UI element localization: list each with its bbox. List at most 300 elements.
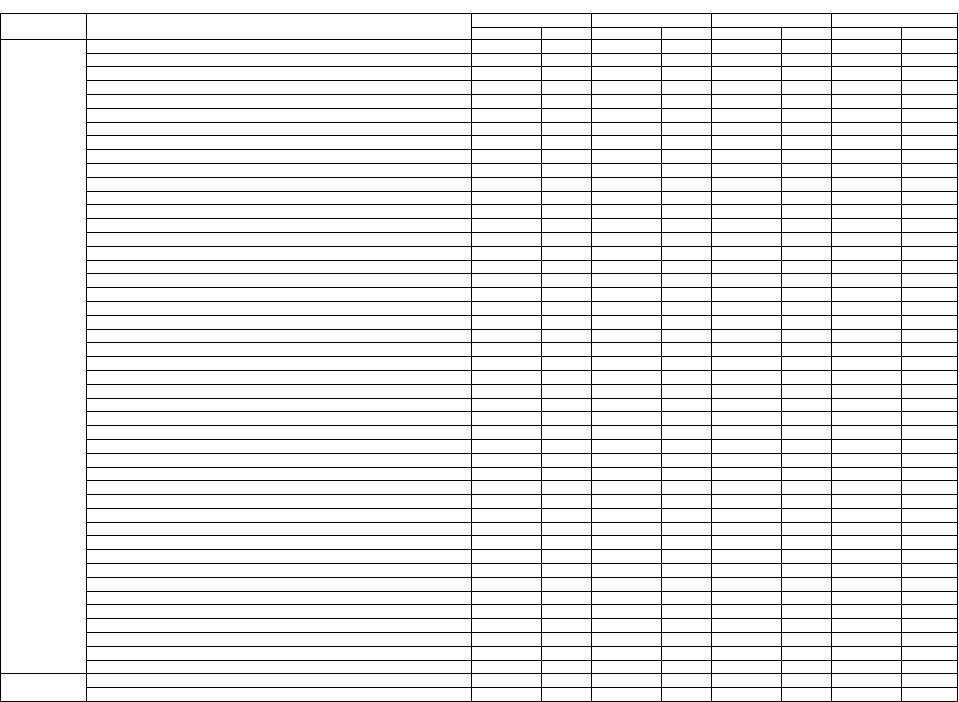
count-cell: [592, 357, 662, 371]
frequency-cell: [782, 136, 832, 150]
frequency-cell: [662, 412, 712, 426]
count-cell: [712, 315, 782, 329]
frequency-cell: [782, 343, 832, 357]
count-cell: [712, 508, 782, 522]
count-cell: [472, 274, 542, 288]
frequency-cell: [662, 315, 712, 329]
count-cell: [472, 301, 542, 315]
count-cell: [592, 67, 662, 81]
frequency-cell: [902, 81, 958, 95]
frequency-cell: [782, 274, 832, 288]
frequency-cell: [662, 633, 712, 647]
count-cell: [832, 122, 902, 136]
frequency-cell: [902, 219, 958, 233]
frequency-cell: [902, 550, 958, 564]
frequency-cell: [542, 205, 592, 219]
count-cell: [712, 274, 782, 288]
wada-cell: [87, 536, 472, 550]
frequency-cell: [662, 619, 712, 633]
frequency-cell: [782, 370, 832, 384]
count-cell: [712, 550, 782, 564]
count-cell: [472, 191, 542, 205]
frequency-cell: [902, 246, 958, 260]
frequency-cell: [542, 150, 592, 164]
count-cell: [592, 605, 662, 619]
frequency-cell: [542, 357, 592, 371]
frequency-cell: [542, 564, 592, 578]
frequency-cell: [902, 260, 958, 274]
table-row: [1, 329, 958, 343]
count-cell: [592, 288, 662, 302]
count-cell: [592, 177, 662, 191]
frequency-cell: [902, 67, 958, 81]
count-cell: [472, 439, 542, 453]
wada-cell: [87, 53, 472, 67]
wada-cell: [87, 67, 472, 81]
table-row: [1, 39, 958, 53]
wada-cell: [87, 357, 472, 371]
wada-cell: [87, 232, 472, 246]
frequency-cell: [542, 453, 592, 467]
table-row: [1, 412, 958, 426]
count-cell: [472, 329, 542, 343]
count-cell: [832, 522, 902, 536]
frequency-cell: [782, 439, 832, 453]
frequency-cell: [542, 219, 592, 233]
count-cell: [592, 108, 662, 122]
frequency-cell: [542, 122, 592, 136]
count-cell: [592, 219, 662, 233]
count-cell: [592, 674, 662, 688]
count-cell: [592, 39, 662, 53]
count-cell: [592, 426, 662, 440]
count-cell: [712, 467, 782, 481]
frequency-cell: [662, 605, 712, 619]
frequency-cell: [662, 591, 712, 605]
frequency-cell: [782, 163, 832, 177]
children-count-header: [472, 27, 542, 39]
count-cell: [712, 370, 782, 384]
count-cell: [832, 412, 902, 426]
count-cell: [472, 481, 542, 495]
frequency-cell: [542, 660, 592, 674]
wada-cell: [87, 426, 472, 440]
frequency-cell: [662, 495, 712, 509]
count-cell: [832, 219, 902, 233]
frequency-cell: [662, 53, 712, 67]
wada-cell: [87, 398, 472, 412]
count-cell: [472, 619, 542, 633]
count-cell: [472, 495, 542, 509]
count-cell: [472, 370, 542, 384]
frequency-cell: [662, 439, 712, 453]
frequency-cell: [782, 219, 832, 233]
count-cell: [472, 357, 542, 371]
frequency-cell: [662, 688, 712, 702]
count-cell: [832, 467, 902, 481]
count-cell: [832, 439, 902, 453]
table-row: [1, 467, 958, 481]
frequency-cell: [902, 384, 958, 398]
frequency-cell: [902, 163, 958, 177]
frequency-cell: [662, 467, 712, 481]
table-row: [1, 150, 958, 164]
frequency-cell: [542, 39, 592, 53]
count-cell: [832, 453, 902, 467]
count-cell: [472, 315, 542, 329]
wada-cell: [87, 94, 472, 108]
table-row: [1, 481, 958, 495]
count-cell: [592, 274, 662, 288]
table-row: [1, 646, 958, 660]
frequency-cell: [662, 301, 712, 315]
frequency-cell: [542, 467, 592, 481]
wada-cell: [87, 191, 472, 205]
frequency-cell: [782, 426, 832, 440]
wada-cell: [87, 591, 472, 605]
frequency-cell: [662, 453, 712, 467]
count-cell: [472, 53, 542, 67]
count-cell: [592, 591, 662, 605]
wada-cell: [87, 343, 472, 357]
year-header: [472, 14, 592, 28]
count-cell: [592, 646, 662, 660]
count-cell: [712, 219, 782, 233]
table-row: [1, 315, 958, 329]
count-cell: [712, 481, 782, 495]
wada-cell: [87, 163, 472, 177]
frequency-cell: [542, 81, 592, 95]
count-cell: [712, 108, 782, 122]
frequency-cell: [782, 633, 832, 647]
frequency-header: [902, 27, 958, 39]
frequency-cell: [662, 108, 712, 122]
count-cell: [832, 301, 902, 315]
count-cell: [712, 564, 782, 578]
table-row: [1, 688, 958, 702]
table-row: [1, 384, 958, 398]
count-cell: [712, 260, 782, 274]
count-cell: [832, 232, 902, 246]
frequency-header: [782, 27, 832, 39]
frequency-cell: [782, 398, 832, 412]
count-cell: [832, 260, 902, 274]
wada-cell: [87, 108, 472, 122]
frequency-cell: [782, 688, 832, 702]
count-cell: [592, 660, 662, 674]
wada-cell: [87, 660, 472, 674]
table-row: [1, 177, 958, 191]
frequency-cell: [662, 398, 712, 412]
frequency-cell: [902, 122, 958, 136]
frequency-cell: [782, 150, 832, 164]
wada-cell: [87, 122, 472, 136]
frequency-cell: [662, 384, 712, 398]
frequency-cell: [902, 522, 958, 536]
count-cell: [712, 191, 782, 205]
wada-cell: [87, 508, 472, 522]
frequency-cell: [782, 246, 832, 260]
frequency-cell: [662, 94, 712, 108]
frequency-cell: [542, 108, 592, 122]
count-cell: [592, 163, 662, 177]
table-row: [1, 53, 958, 67]
count-cell: [832, 633, 902, 647]
count-cell: [592, 315, 662, 329]
frequency-cell: [782, 108, 832, 122]
count-cell: [592, 301, 662, 315]
count-cell: [832, 495, 902, 509]
wada-cell: [87, 522, 472, 536]
group-label: [1, 39, 87, 674]
frequency-cell: [542, 191, 592, 205]
count-cell: [712, 163, 782, 177]
count-cell: [712, 177, 782, 191]
wada-cell: [87, 674, 472, 688]
frequency-cell: [662, 274, 712, 288]
count-cell: [592, 577, 662, 591]
table-row: [1, 301, 958, 315]
frequency-cell: [902, 439, 958, 453]
wada-cell: [87, 136, 472, 150]
frequency-cell: [542, 674, 592, 688]
table-row: [1, 191, 958, 205]
frequency-cell: [902, 412, 958, 426]
count-cell: [832, 674, 902, 688]
frequency-cell: [782, 660, 832, 674]
frequency-cell: [782, 481, 832, 495]
count-cell: [832, 550, 902, 564]
frequency-cell: [902, 577, 958, 591]
frequency-cell: [782, 522, 832, 536]
count-cell: [712, 660, 782, 674]
count-cell: [472, 453, 542, 467]
count-cell: [712, 522, 782, 536]
frequency-cell: [782, 619, 832, 633]
wada-cell: [87, 646, 472, 660]
count-cell: [592, 564, 662, 578]
count-cell: [592, 122, 662, 136]
count-cell: [832, 660, 902, 674]
frequency-cell: [902, 426, 958, 440]
count-cell: [832, 108, 902, 122]
frequency-cell: [782, 384, 832, 398]
frequency-cell: [662, 357, 712, 371]
frequency-cell: [902, 288, 958, 302]
frequency-cell: [542, 439, 592, 453]
frequency-cell: [542, 619, 592, 633]
table-row: [1, 108, 958, 122]
frequency-cell: [782, 495, 832, 509]
frequency-cell: [782, 39, 832, 53]
frequency-cell: [542, 260, 592, 274]
table-row: [1, 205, 958, 219]
count-cell: [472, 177, 542, 191]
frequency-cell: [782, 357, 832, 371]
count-cell: [472, 605, 542, 619]
count-cell: [592, 398, 662, 412]
frequency-cell: [782, 191, 832, 205]
frequency-cell: [662, 564, 712, 578]
frequency-cell: [662, 550, 712, 564]
wada-cell: [87, 467, 472, 481]
frequency-cell: [902, 633, 958, 647]
count-cell: [592, 232, 662, 246]
table-row: [1, 288, 958, 302]
wada-cell: [87, 453, 472, 467]
frequency-cell: [662, 288, 712, 302]
count-cell: [472, 163, 542, 177]
table-row: [1, 660, 958, 674]
table-row: [1, 605, 958, 619]
frequency-cell: [542, 67, 592, 81]
count-cell: [592, 150, 662, 164]
frequency-cell: [902, 453, 958, 467]
frequency-cell: [542, 288, 592, 302]
table-row: [1, 674, 958, 688]
wada-cell: [87, 246, 472, 260]
frequency-cell: [902, 536, 958, 550]
count-cell: [712, 67, 782, 81]
frequency-cell: [542, 481, 592, 495]
frequency-cell: [902, 315, 958, 329]
frequency-cell: [662, 674, 712, 688]
wada-cell: [87, 81, 472, 95]
table-row: [1, 94, 958, 108]
frequency-cell: [782, 81, 832, 95]
wada-cell: [87, 301, 472, 315]
table-row: [1, 453, 958, 467]
frequency-cell: [902, 508, 958, 522]
frequency-header: [542, 27, 592, 39]
count-cell: [592, 439, 662, 453]
count-cell: [592, 467, 662, 481]
group-label: [1, 674, 87, 702]
count-cell: [712, 536, 782, 550]
frequency-cell: [902, 605, 958, 619]
frequency-cell: [542, 315, 592, 329]
count-cell: [592, 688, 662, 702]
frequency-cell: [902, 660, 958, 674]
frequency-cell: [542, 163, 592, 177]
frequency-cell: [782, 177, 832, 191]
count-cell: [712, 329, 782, 343]
frequency-cell: [902, 150, 958, 164]
count-cell: [712, 495, 782, 509]
frequency-cell: [662, 522, 712, 536]
table-row: [1, 564, 958, 578]
frequency-cell: [782, 67, 832, 81]
frequency-cell: [902, 688, 958, 702]
frequency-cell: [542, 398, 592, 412]
count-cell: [592, 453, 662, 467]
wada-cell: [87, 412, 472, 426]
count-cell: [592, 205, 662, 219]
frequency-cell: [662, 343, 712, 357]
children-count-header: [832, 27, 902, 39]
count-cell: [472, 108, 542, 122]
frequency-cell: [662, 67, 712, 81]
frequency-cell: [902, 177, 958, 191]
count-cell: [592, 94, 662, 108]
frequency-cell: [902, 495, 958, 509]
count-cell: [592, 81, 662, 95]
count-cell: [472, 591, 542, 605]
frequency-cell: [542, 384, 592, 398]
count-cell: [712, 412, 782, 426]
count-cell: [832, 605, 902, 619]
table-row: [1, 81, 958, 95]
frequency-cell: [662, 246, 712, 260]
count-cell: [832, 163, 902, 177]
count-cell: [472, 674, 542, 688]
count-cell: [592, 495, 662, 509]
frequency-cell: [662, 508, 712, 522]
count-cell: [472, 288, 542, 302]
malformations-table: [0, 13, 958, 702]
table-row: [1, 577, 958, 591]
count-cell: [472, 136, 542, 150]
frequency-cell: [782, 94, 832, 108]
frequency-cell: [902, 53, 958, 67]
frequency-cell: [542, 550, 592, 564]
frequency-cell: [542, 522, 592, 536]
count-cell: [712, 53, 782, 67]
frequency-cell: [542, 177, 592, 191]
frequency-cell: [542, 246, 592, 260]
count-cell: [832, 357, 902, 371]
frequency-cell: [542, 136, 592, 150]
count-cell: [472, 67, 542, 81]
count-cell: [472, 688, 542, 702]
wada-cell: [87, 605, 472, 619]
count-cell: [472, 412, 542, 426]
frequency-cell: [902, 343, 958, 357]
count-cell: [592, 260, 662, 274]
frequency-cell: [662, 426, 712, 440]
frequency-cell: [542, 301, 592, 315]
count-cell: [832, 591, 902, 605]
count-cell: [712, 646, 782, 660]
wada-cell: [87, 384, 472, 398]
frequency-cell: [782, 288, 832, 302]
frequency-header: [662, 27, 712, 39]
count-cell: [712, 398, 782, 412]
count-cell: [472, 246, 542, 260]
frequency-cell: [662, 81, 712, 95]
frequency-cell: [662, 177, 712, 191]
count-cell: [712, 81, 782, 95]
frequency-cell: [782, 646, 832, 660]
count-cell: [832, 39, 902, 53]
count-cell: [832, 536, 902, 550]
frequency-cell: [662, 577, 712, 591]
count-cell: [832, 136, 902, 150]
frequency-cell: [902, 619, 958, 633]
count-cell: [832, 384, 902, 398]
count-cell: [592, 329, 662, 343]
table-row: [1, 163, 958, 177]
table-row: [1, 426, 958, 440]
count-cell: [592, 343, 662, 357]
count-cell: [472, 94, 542, 108]
children-count-header: [592, 27, 662, 39]
count-cell: [832, 246, 902, 260]
frequency-cell: [782, 122, 832, 136]
wada-cell: [87, 550, 472, 564]
count-cell: [712, 150, 782, 164]
wada-cell: [87, 577, 472, 591]
